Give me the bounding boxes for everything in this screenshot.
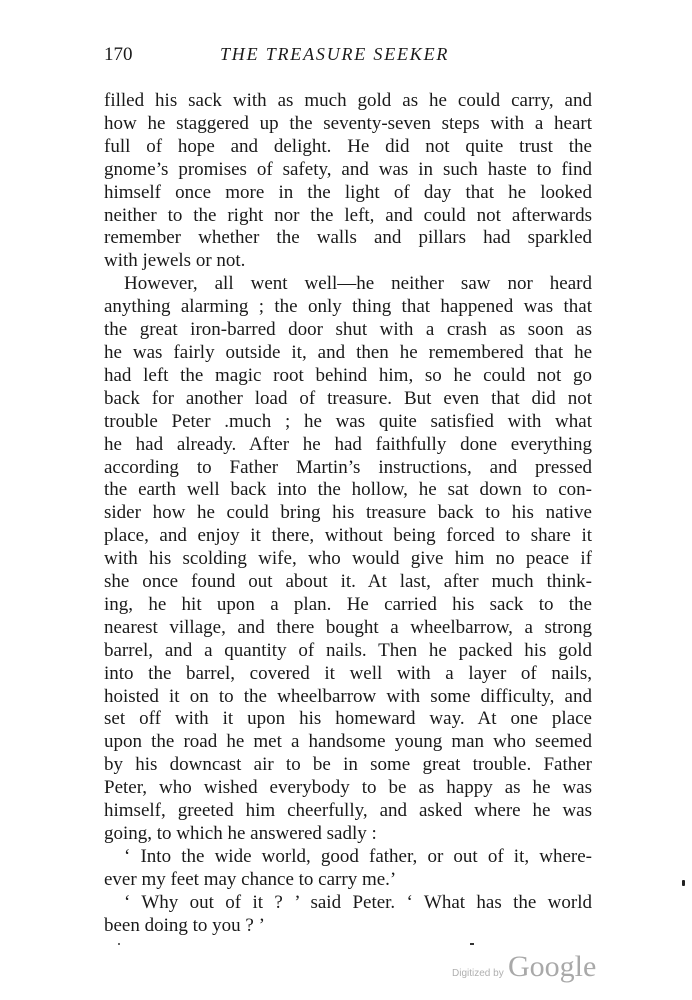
text-line: ‘ Into the wide world, good father, or out of it, where- [124,845,592,867]
text-line: Peter, who wished everybody to be as happy as he was [104,777,592,799]
text-line: gnome’s promises of safety, and was in such haste to find [104,158,592,180]
text-line: himself, greeted him cheerfully, and asked where he was [104,800,592,822]
text-line: the great iron-barred door shut with a crash as soon as [104,319,592,341]
text-line: neither to the right nor the left, and could not afterwards [104,204,592,226]
text-line: ever my feet may chance to carry me.’ [104,868,397,890]
text-line: place, and enjoy it there, without being forced to share it [104,525,592,547]
text-line: he had already. After he had faithfully done everything [104,433,592,455]
watermark-logo-text: Google [508,950,597,983]
text-line: nearest village, and there bought a wheelbarrow, a strong [104,616,592,638]
text-line: going, to which he answered sadly : [104,823,377,844]
page-header [104,38,592,74]
text-line: filled his sack with as much gold as he could carry, and [104,90,592,111]
text-line: by his downcast air to be in some great trouble. Father [104,754,592,776]
text-line: himself once more in the light of day that he looked [104,181,592,203]
text-line: barrel, and a quantity of nails. Then he packed his gold [104,639,592,661]
print-speck [118,943,120,945]
running-title: THE TREASURE SEEKER [220,44,450,64]
watermark-small-text: Digitized by [452,968,504,979]
digitized-watermark [452,950,652,990]
print-speck [470,943,474,945]
text-line: upon the road he met a handsome young man who seemed [104,731,592,753]
text-line: full of hope and delight. He did not quite trust the [104,135,592,157]
text-line: had left the magic root behind him, so he could not go [104,364,592,386]
body-text [104,90,592,938]
text-line: according to Father Martin’s instructions, and pressed [104,456,592,478]
text-line: anything alarming ; the only thing that happened was that [104,296,592,318]
text-line: she once found out about it. At last, after much think- [104,571,592,593]
text-line: hoisted it on to the wheelbarrow with some difficulty, and [104,685,592,707]
text-line: how he staggered up the seventy-seven steps with a heart [104,112,592,134]
text-line: remember whether the walls and pillars had sparkled [104,227,592,249]
text-line: back for another load of treasure. But even that did not [104,387,592,409]
text-line: the earth well back into the hollow, he sat down to con- [104,479,592,501]
text-line: with his scolding wife, who would give him no peace if [104,548,592,570]
text-line: been doing to you ? ’ [104,914,265,936]
print-speck [682,880,685,886]
text-line: However, all went well—he neither saw nor heard [124,273,592,295]
text-line: into the barrel, covered it well with a layer of nails, [104,662,592,684]
page-number: 170 [104,44,133,65]
text-line: sider how he could bring his treasure back to his native [104,502,592,524]
text-line: trouble Peter .much ; he was quite satisfied with what [104,410,592,432]
text-line: he was fairly outside it, and then he remembered that he [104,341,592,363]
text-line: set off with it upon his homeward way. At one place [104,708,592,730]
text-line: ‘ Why out of it ? ’ said Peter. ‘ What has the world [124,891,592,913]
text-line: with jewels or not. [104,250,246,272]
text-line: ing, he hit upon a plan. He carried his sack to the [104,593,592,615]
